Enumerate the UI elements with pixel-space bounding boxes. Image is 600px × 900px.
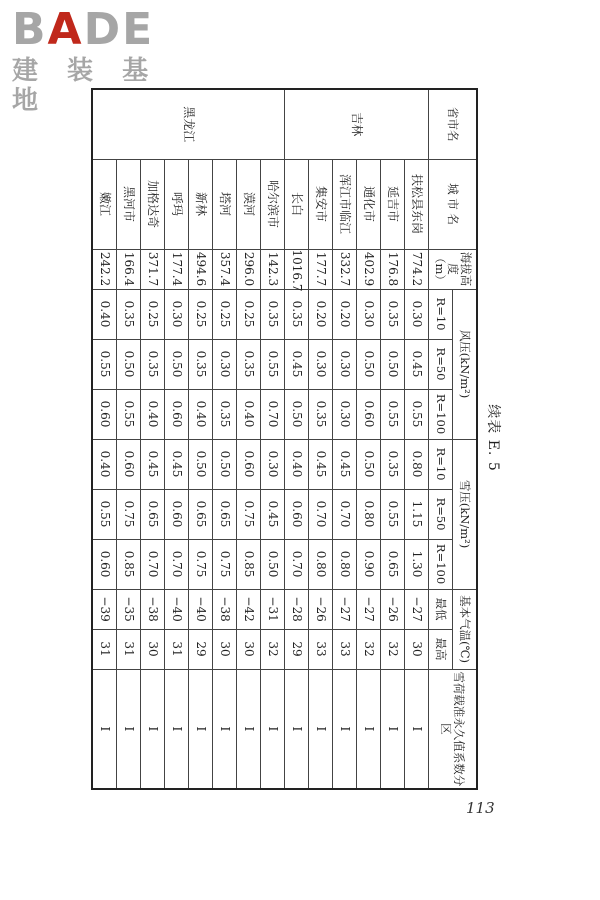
snow-r50-cell: 0.55 — [381, 489, 405, 539]
snow-r10-cell: 0.45 — [141, 439, 165, 489]
wind-r100-cell: 0.70 — [261, 389, 285, 439]
temp-max-cell: 30 — [405, 629, 429, 669]
temp-max-cell: 29 — [285, 629, 309, 669]
province-header: 省市名 — [429, 89, 478, 159]
table-body — [92, 89, 429, 789]
city-cell: 呼玛 — [165, 159, 189, 249]
snow-r50-cell: 0.60 — [165, 489, 189, 539]
snow-r100-cell: 0.65 — [381, 539, 405, 589]
temp-min-header: 最低 — [429, 589, 453, 629]
wind-r50-cell: 0.30 — [309, 339, 333, 389]
snow-r100-cell: 0.70 — [285, 539, 309, 589]
elevation-cell: 494.6 — [189, 249, 213, 289]
city-cell: 浑江市临江 — [333, 159, 357, 249]
temp-max-header: 最高 — [429, 629, 453, 669]
wind-r100-cell: 0.60 — [357, 389, 381, 439]
snow-r50-cell: 0.70 — [309, 489, 333, 539]
temp-min-cell: −38 — [213, 589, 237, 629]
rotated-table-area — [98, 88, 522, 788]
zone-cell: Ⅰ — [117, 669, 141, 789]
city-cell: 扶松县东岗 — [405, 159, 429, 249]
snow-r10-cell: 0.50 — [189, 439, 213, 489]
temp-max-cell: 30 — [141, 629, 165, 669]
wind-r100-cell: 0.50 — [285, 389, 309, 439]
wind-r10-cell: 0.35 — [285, 289, 309, 339]
city-cell: 加格达奇 — [141, 159, 165, 249]
wind-r50-cell: 0.50 — [165, 339, 189, 389]
elevation-cell: 166.4 — [117, 249, 141, 289]
snow-r10-cell: 0.30 — [261, 439, 285, 489]
elevation-cell: 177.4 — [165, 249, 189, 289]
city-cell: 集安市 — [309, 159, 333, 249]
wind-r10-cell: 0.25 — [189, 289, 213, 339]
snow-r50-cell: 0.75 — [117, 489, 141, 539]
wind-r10-cell: 0.35 — [381, 289, 405, 339]
temp-max-cell: 32 — [261, 629, 285, 669]
wind-r10-cell: 0.30 — [357, 289, 381, 339]
elevation-cell: 176.8 — [381, 249, 405, 289]
snow-r10-cell: 0.60 — [117, 439, 141, 489]
snow-r100-cell: 0.85 — [237, 539, 261, 589]
temp-min-cell: −42 — [237, 589, 261, 629]
wind-r100-header: R=100 — [429, 389, 453, 439]
snow-r10-cell: 0.40 — [92, 439, 117, 489]
temp-min-cell: −40 — [189, 589, 213, 629]
wind-r10-header: R=10 — [429, 289, 453, 339]
wind-r100-cell: 0.40 — [237, 389, 261, 439]
wind-r50-cell: 0.55 — [261, 339, 285, 389]
elevation-cell: 296.0 — [237, 249, 261, 289]
wind-r50-cell: 0.30 — [333, 339, 357, 389]
zone-cell: Ⅰ — [165, 669, 189, 789]
snow-r10-cell: 0.45 — [333, 439, 357, 489]
wind-r100-cell: 0.55 — [405, 389, 429, 439]
wind-r10-cell: 0.40 — [92, 289, 117, 339]
wind-r50-cell: 0.45 — [405, 339, 429, 389]
table-row — [213, 89, 237, 789]
watermark-logo — [12, 4, 182, 116]
snow-r100-cell: 0.70 — [165, 539, 189, 589]
city-cell: 嫩江 — [92, 159, 117, 249]
snow-r10-cell: 0.80 — [405, 439, 429, 489]
snow-r10-cell: 0.40 — [285, 439, 309, 489]
wind-r100-cell: 0.60 — [165, 389, 189, 439]
table-row — [141, 89, 165, 789]
wind-r50-cell: 0.50 — [381, 339, 405, 389]
temp-max-cell: 29 — [189, 629, 213, 669]
wind-r100-cell: 0.35 — [309, 389, 333, 439]
snow-r50-cell: 1.15 — [405, 489, 429, 539]
table-row — [237, 89, 261, 789]
temp-min-cell: −27 — [357, 589, 381, 629]
watermark-text: BADE — [12, 4, 155, 55]
table-row — [309, 89, 333, 789]
temp-max-cell: 32 — [381, 629, 405, 669]
elevation-cell: 357.4 — [213, 249, 237, 289]
zone-cell: Ⅰ — [92, 669, 117, 789]
snow-r100-cell: 0.75 — [189, 539, 213, 589]
city-cell: 漠河 — [237, 159, 261, 249]
wind-r50-cell: 0.35 — [141, 339, 165, 389]
wind-r100-cell: 0.60 — [92, 389, 117, 439]
wind-r100-cell: 0.55 — [381, 389, 405, 439]
zone-header: 雪荷载准永久值系数分区 — [429, 669, 478, 789]
zone-cell: Ⅰ — [333, 669, 357, 789]
snow-r100-cell: 0.90 — [357, 539, 381, 589]
province-cell: 黑龙江 — [92, 89, 285, 159]
province-cell: 吉林 — [285, 89, 429, 159]
table-row — [381, 89, 405, 789]
table-row — [333, 89, 357, 789]
wind-r10-cell: 0.35 — [117, 289, 141, 339]
table-row — [165, 89, 189, 789]
wind-r10-cell: 0.35 — [261, 289, 285, 339]
snow-r50-cell: 0.45 — [261, 489, 285, 539]
wind-r50-header: R=50 — [429, 339, 453, 389]
elevation-cell: 242.2 — [92, 249, 117, 289]
wind-r50-cell: 0.35 — [237, 339, 261, 389]
snow-r50-cell: 0.65 — [189, 489, 213, 539]
snow-r100-cell: 0.80 — [309, 539, 333, 589]
table-row — [189, 89, 213, 789]
table-row — [357, 89, 381, 789]
snow-r50-cell: 0.70 — [333, 489, 357, 539]
snow-r100-header: R=100 — [429, 539, 453, 589]
temp-max-cell: 33 — [333, 629, 357, 669]
temp-max-cell: 31 — [117, 629, 141, 669]
snow-r100-cell: 0.85 — [117, 539, 141, 589]
wind-r50-cell: 0.45 — [285, 339, 309, 389]
climate-data-table — [91, 88, 478, 790]
temp-min-cell: −40 — [165, 589, 189, 629]
temp-max-cell: 32 — [357, 629, 381, 669]
wind-r10-cell: 0.25 — [213, 289, 237, 339]
snow-r10-cell: 0.45 — [309, 439, 333, 489]
city-cell: 新林 — [189, 159, 213, 249]
wind-r100-cell: 0.55 — [117, 389, 141, 439]
wind-r100-cell: 0.40 — [189, 389, 213, 439]
zone-cell: Ⅰ — [189, 669, 213, 789]
temp-min-cell: −35 — [117, 589, 141, 629]
snow-r10-cell: 0.50 — [357, 439, 381, 489]
zone-cell: Ⅰ — [285, 669, 309, 789]
wind-r10-cell: 0.30 — [405, 289, 429, 339]
temperature-header: 基本气温(℃) — [453, 589, 478, 669]
zone-cell: Ⅰ — [261, 669, 285, 789]
snow-r10-cell: 0.35 — [381, 439, 405, 489]
elevation-cell: 1016.7 — [285, 249, 309, 289]
temp-min-cell: −39 — [92, 589, 117, 629]
snow-r50-cell: 0.55 — [92, 489, 117, 539]
elevation-cell: 371.7 — [141, 249, 165, 289]
snow-r10-cell: 0.45 — [165, 439, 189, 489]
elevation-cell: 774.2 — [405, 249, 429, 289]
city-cell: 长白 — [285, 159, 309, 249]
elevation-cell: 332.7 — [333, 249, 357, 289]
wind-pressure-header: 风压(kN/m²) — [453, 289, 478, 439]
temp-min-cell: −28 — [285, 589, 309, 629]
temp-max-cell: 31 — [165, 629, 189, 669]
temp-min-cell: −27 — [333, 589, 357, 629]
temp-min-cell: −38 — [141, 589, 165, 629]
wind-r10-cell: 0.25 — [141, 289, 165, 339]
temp-max-cell: 31 — [92, 629, 117, 669]
city-cell: 塔河 — [213, 159, 237, 249]
wind-r100-cell: 0.35 — [213, 389, 237, 439]
zone-cell: Ⅰ — [237, 669, 261, 789]
snow-r50-cell: 0.75 — [237, 489, 261, 539]
wind-r10-cell: 0.30 — [165, 289, 189, 339]
zone-cell: Ⅰ — [141, 669, 165, 789]
zone-cell: Ⅰ — [213, 669, 237, 789]
wind-r10-cell: 0.20 — [333, 289, 357, 339]
elevation-cell: 402.9 — [357, 249, 381, 289]
wind-r10-cell: 0.25 — [237, 289, 261, 339]
table-title: 续表 E. 5 — [485, 404, 501, 472]
snow-r10-cell: 0.60 — [237, 439, 261, 489]
city-header: 城 市 名 — [429, 159, 478, 249]
snow-r100-cell: 0.60 — [92, 539, 117, 589]
table-row — [405, 89, 429, 789]
temp-min-cell: −26 — [381, 589, 405, 629]
elevation-cell: 142.3 — [261, 249, 285, 289]
wind-r50-cell: 0.30 — [213, 339, 237, 389]
zone-cell: Ⅰ — [309, 669, 333, 789]
snow-r50-cell: 0.80 — [357, 489, 381, 539]
snow-r100-cell: 0.80 — [333, 539, 357, 589]
temp-min-cell: −26 — [309, 589, 333, 629]
snow-r10-cell: 0.50 — [213, 439, 237, 489]
wind-r50-cell: 0.50 — [117, 339, 141, 389]
snow-r100-cell: 1.30 — [405, 539, 429, 589]
temp-max-cell: 33 — [309, 629, 333, 669]
snow-r50-cell: 0.60 — [285, 489, 309, 539]
zone-cell: Ⅰ — [405, 669, 429, 789]
temp-max-cell: 30 — [213, 629, 237, 669]
snow-r50-cell: 0.65 — [213, 489, 237, 539]
temp-min-cell: −31 — [261, 589, 285, 629]
wind-r100-cell: 0.40 — [141, 389, 165, 439]
city-cell: 延吉市 — [381, 159, 405, 249]
zone-cell: Ⅰ — [381, 669, 405, 789]
snow-pressure-header: 雪压(kN/m²) — [453, 439, 478, 589]
snow-r100-cell: 0.75 — [213, 539, 237, 589]
wind-r50-cell: 0.50 — [357, 339, 381, 389]
table-row — [285, 89, 309, 789]
page-number: 113 — [466, 799, 495, 817]
snow-r50-header: R=50 — [429, 489, 453, 539]
city-cell: 通化市 — [357, 159, 381, 249]
zone-cell: Ⅰ — [357, 669, 381, 789]
wind-r50-cell: 0.55 — [92, 339, 117, 389]
table-row — [261, 89, 285, 789]
snow-r10-header: R=10 — [429, 439, 453, 489]
city-cell: 哈尔滨市 — [261, 159, 285, 249]
snow-r50-cell: 0.65 — [141, 489, 165, 539]
wind-r50-cell: 0.35 — [189, 339, 213, 389]
city-cell: 黑河市 — [117, 159, 141, 249]
elevation-cell: 177.7 — [309, 249, 333, 289]
snow-r100-cell: 0.50 — [261, 539, 285, 589]
table-row — [92, 89, 117, 789]
temp-min-cell: −27 — [405, 589, 429, 629]
temp-max-cell: 30 — [237, 629, 261, 669]
watermark-subtitle: 建 装 基 地 — [12, 56, 159, 116]
wind-r100-cell: 0.30 — [333, 389, 357, 439]
elevation-header: 海拔高度（m） — [429, 249, 478, 289]
snow-r100-cell: 0.70 — [141, 539, 165, 589]
wind-r10-cell: 0.20 — [309, 289, 333, 339]
table-row — [117, 89, 141, 789]
